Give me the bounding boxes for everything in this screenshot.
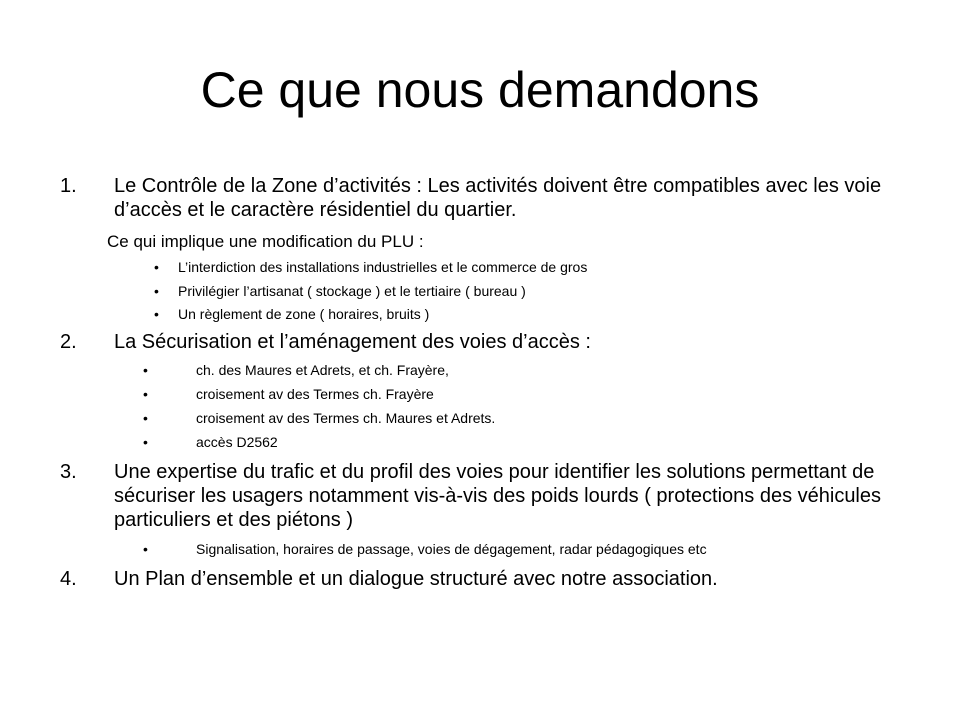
bullet-dot-icon: • (143, 362, 148, 378)
bullet-dot-icon: • (154, 259, 159, 275)
bullet-dot-icon: • (154, 283, 159, 299)
sub-bullet-text: L’interdiction des installations industrielles et le commerce de gros (178, 259, 588, 275)
item-text: La Sécurisation et l’aménagement des voies d’accès : (114, 331, 591, 353)
sub-bullet-text: accès D2562 (196, 434, 278, 450)
item-number: 3. (60, 461, 77, 483)
sub-bullet-text: Privilégier l’artisanat ( stockage ) et le tertiaire ( bureau ) (178, 283, 526, 299)
bullet-dot-icon: • (143, 386, 148, 402)
sub-bullet-text: croisement av des Termes ch. Frayère (196, 386, 434, 402)
item-text: Le Contrôle de la Zone d’activités : Les activités doivent être compatibles avec les voie d’accès et le caractère résidentiel du quartier. (114, 175, 882, 221)
item-text: Une expertise du trafic et du profil des voies pour identifier les solutions permettant de sécuriser les usagers notamment vis-à-vis des poids lourds ( protections des véhicules particuliers et des piétons ) (114, 461, 882, 531)
item-1-note: Ce qui implique une modification du PLU : (107, 232, 424, 251)
item-number: 2. (60, 331, 77, 353)
sub-bullet-text: Un règlement de zone ( horaires, bruits ) (178, 306, 430, 322)
bullet-dot-icon: • (143, 541, 148, 557)
bullet-dot-icon: • (143, 410, 148, 426)
item-number: 4. (60, 568, 77, 590)
item-number: 1. (60, 175, 77, 197)
sub-bullet-text: croisement av des Termes ch. Maures et Adrets. (196, 410, 496, 426)
slide-title: Ce que nous demandons (200, 62, 760, 118)
bullet-dot-icon: • (154, 306, 159, 322)
bullet-dot-icon: • (143, 434, 148, 450)
sub-bullet-text: Signalisation, horaires de passage, voies de dégagement, radar pédagogiques etc (196, 541, 707, 557)
item-text: Un Plan d’ensemble et un dialogue structuré avec notre association. (114, 568, 718, 590)
sub-bullet-text: ch. des Maures et Adrets, et ch. Frayère, (196, 362, 449, 378)
